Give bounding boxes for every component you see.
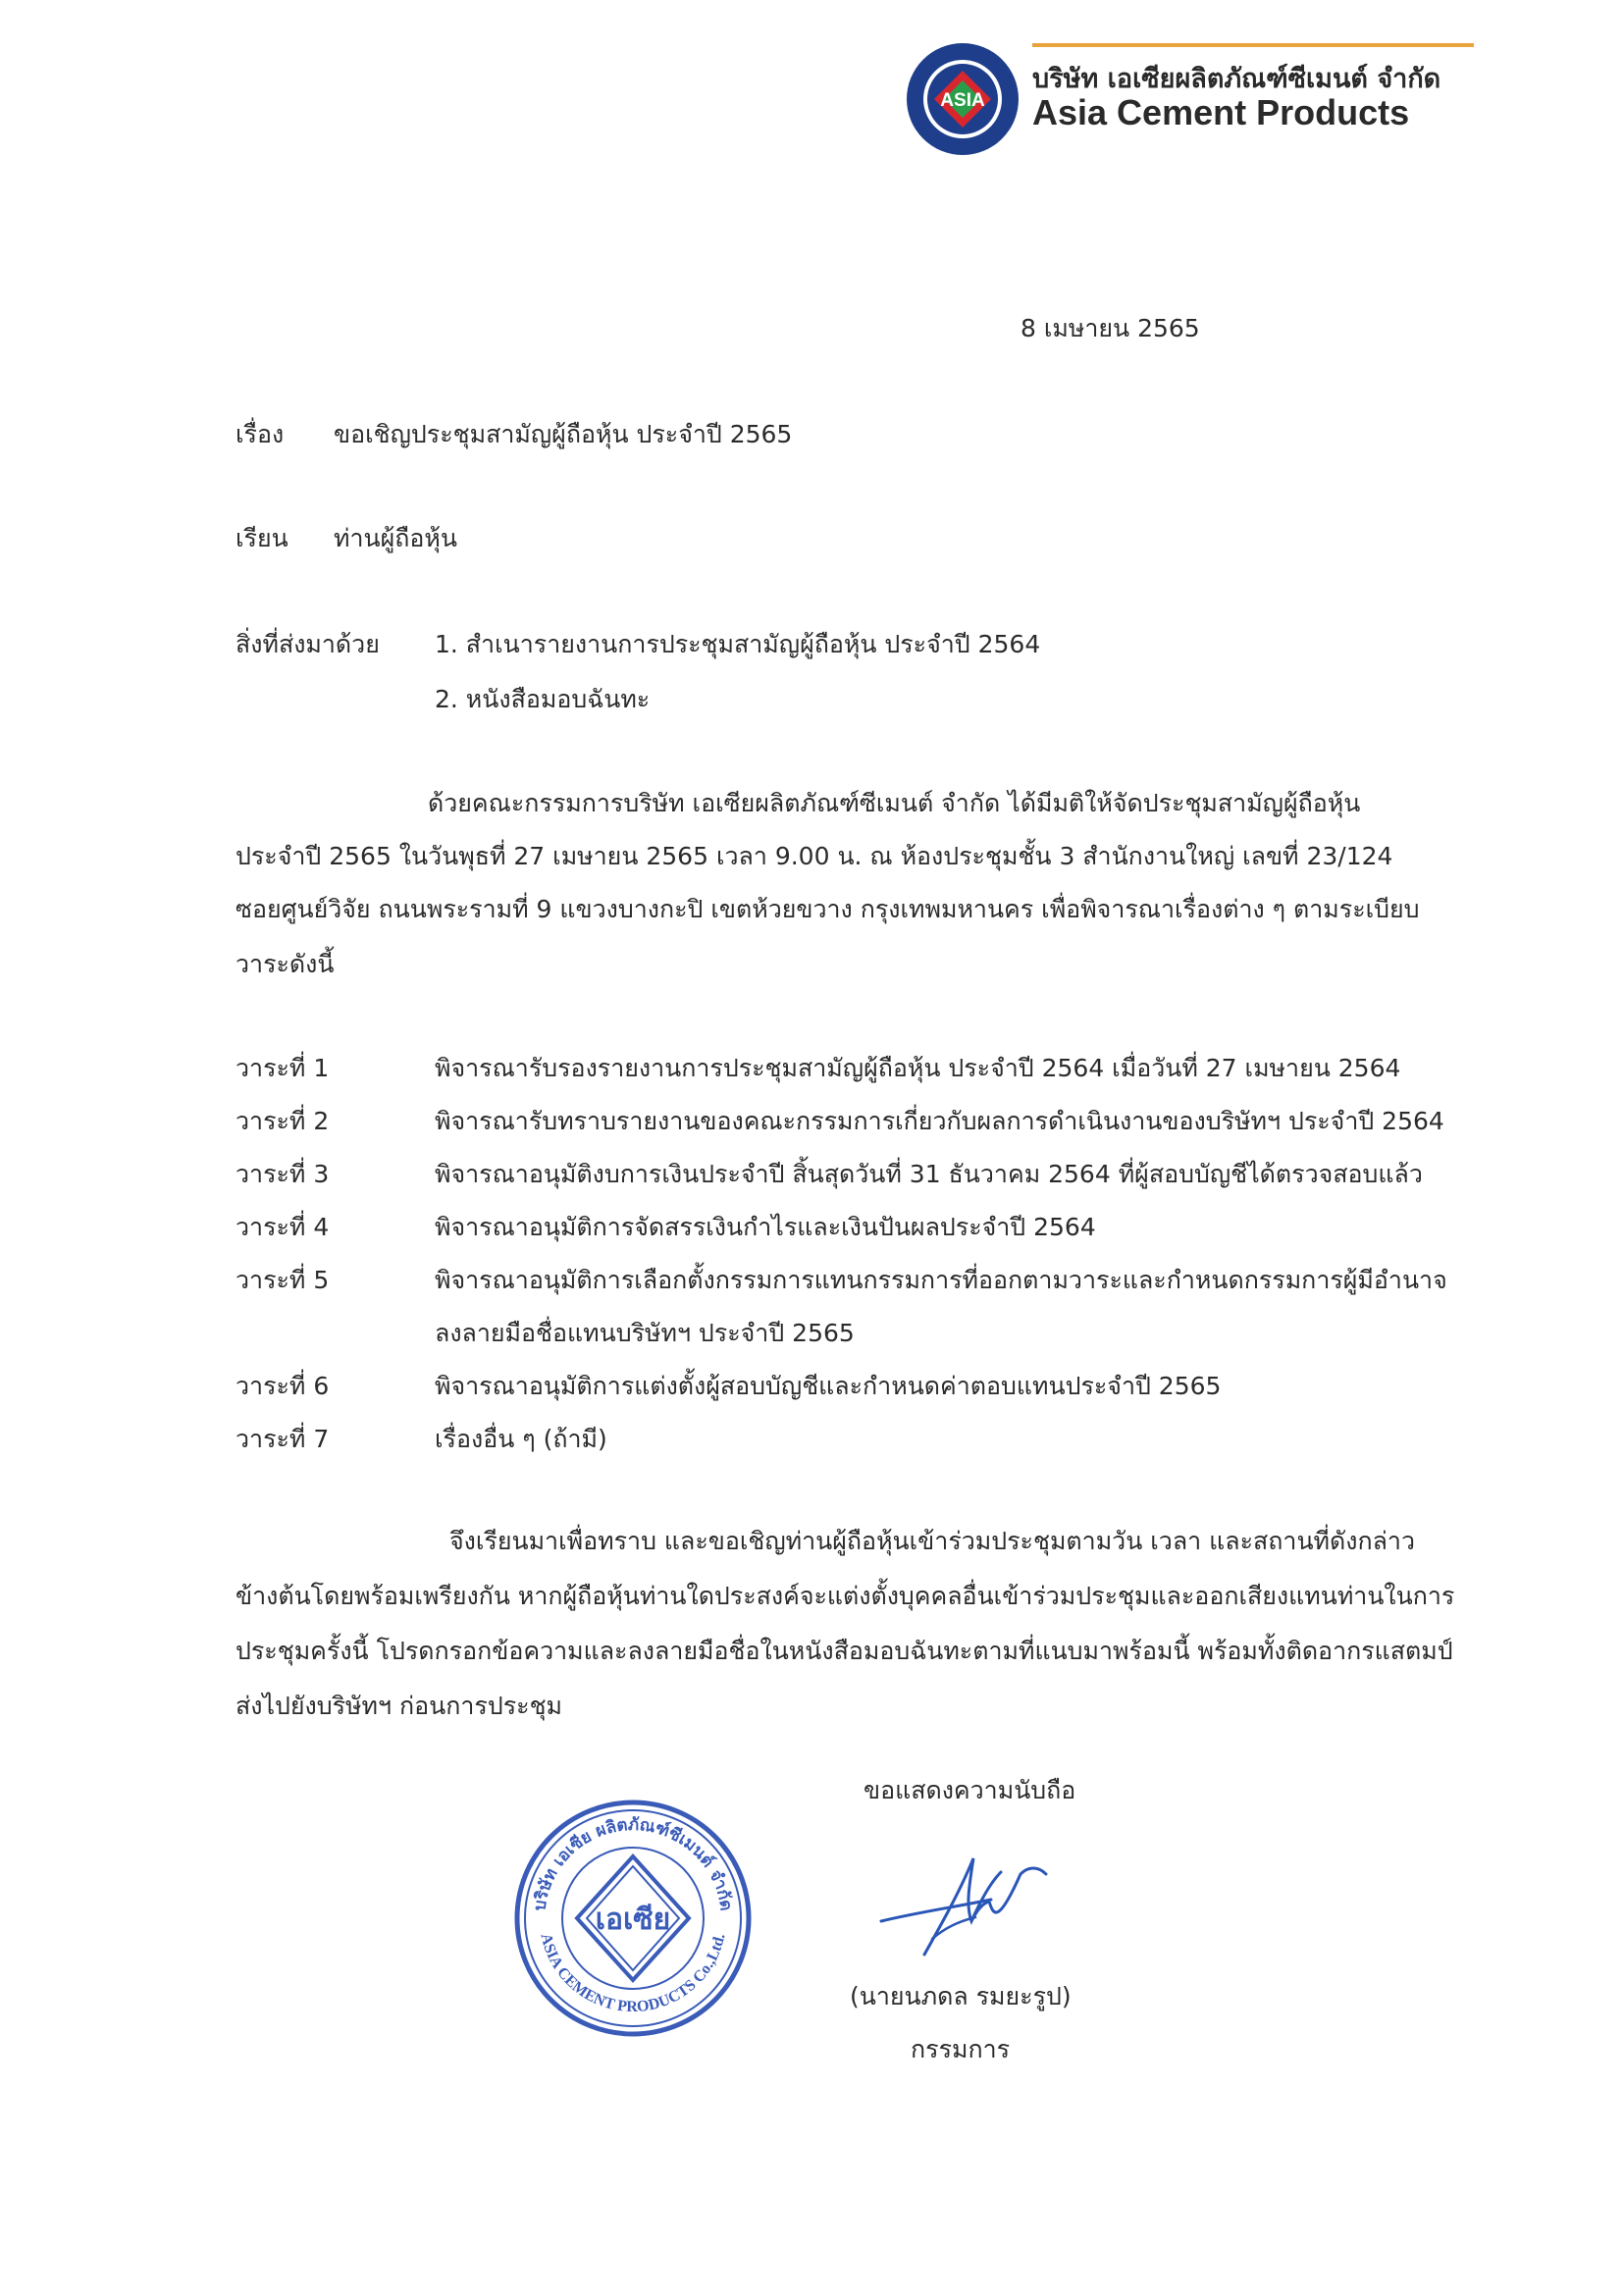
closing-salutation: ขอแสดงความนับถือ	[864, 1776, 1076, 1804]
company-name-english: Asia Cement Products	[1032, 92, 1410, 132]
agenda-text: พิจารณาอนุมัติการแต่งตั้งผู้สอบบัญชีและกำหนดค่าตอบแทนประจำปี 2565	[435, 1372, 1222, 1400]
company-logo	[905, 41, 1021, 157]
recipient-label: เรียน	[236, 524, 288, 552]
enclosures-label: สิ่งที่ส่งมาด้วย	[236, 630, 380, 658]
agenda-label: วาระที่ 4	[236, 1213, 330, 1241]
agenda-label: วาระที่ 3	[236, 1160, 330, 1188]
signer-position: กรรมการ	[911, 2035, 1011, 2063]
signer-name: (นายนภดล รมยะรูป)	[850, 1982, 1072, 2010]
letter-date: 8 เมษายน 2565	[1021, 314, 1200, 342]
intro-paragraph-line: ซอยศูนย์วิจัย ถนนพระรามที่ 9 แขวงบางกะปิ เขตห้วยขวาง กรุงเทพมหานคร เพื่อพิจารณาเรื่องต่าง ๆ ตามระเบียบ	[236, 895, 1420, 923]
agenda-text: เรื่องอื่น ๆ (ถ้ามี)	[435, 1425, 607, 1453]
agenda-label: วาระที่ 5	[236, 1266, 330, 1294]
header-rule	[1032, 43, 1474, 47]
seal-ring-text-top: บริษัท เอเซีย ผลิตภัณฑ์ซีเมนต์ จำกัด	[530, 1814, 736, 1912]
agenda-text: พิจารณารับรองรายงานการประชุมสามัญผู้ถือหุ้น ประจำปี 2564 เมื่อวันที่ 27 เมษายน 2564	[435, 1054, 1401, 1082]
subject-label: เรื่อง	[236, 420, 285, 448]
agenda-label: วาระที่ 1	[236, 1054, 330, 1082]
agenda-label: วาระที่ 7	[236, 1425, 330, 1453]
recipient-text: ท่านผู้ถือหุ้น	[334, 524, 457, 552]
intro-paragraph-line: ด้วยคณะกรรมการบริษัท เอเซียผลิตภัณฑ์ซีเมนต์ จำกัด ได้มีมติให้จัดประชุมสามัญผู้ถือหุ้น	[428, 789, 1361, 817]
subject-text: ขอเชิญประชุมสามัญผู้ถือหุ้น ประจำปี 2565	[334, 420, 793, 448]
handwritten-signature	[873, 1845, 1060, 1962]
agenda-label: วาระที่ 6	[236, 1372, 330, 1400]
enclosure-item: 2. หนังสือมอบฉันทะ	[435, 685, 651, 713]
closing-paragraph-line: ส่งไปยังบริษัทฯ ก่อนการประชุม	[236, 1692, 563, 1720]
closing-paragraph-line: ข้างต้นโดยพร้อมเพรียงกัน หากผู้ถือหุ้นท่านใดประสงค์จะแต่งตั้งบุคคลอื่นเข้าร่วมประชุมและออกเสียงแทนท่านในการ	[236, 1582, 1455, 1610]
closing-paragraph-line: ประชุมครั้งนี้ โปรดกรอกข้อความและลงลายมือชื่อในหนังสือมอบฉันทะตามที่แนบมาพร้อมนี้ พร้อมทั้งติดอากรแสตมป์	[236, 1637, 1453, 1665]
agenda-text-continued: ลงลายมือชื่อแทนบริษัทฯ ประจำปี 2565	[435, 1319, 855, 1347]
intro-paragraph-line: วาระดังนี้	[236, 950, 335, 978]
seal-center-text: เอเซีย	[595, 1903, 671, 1937]
seal-ring-text-bottom: ASIA CEMENT PRODUCTS Co.,Ltd.	[537, 1931, 729, 2016]
company-seal	[510, 1796, 756, 2041]
logo-text: ASIA	[940, 90, 985, 111]
enclosure-item: 1. สำเนารายงานการประชุมสามัญผู้ถือหุ้น ประจำปี 2564	[435, 630, 1041, 658]
agenda-text: พิจารณาอนุมัติงบการเงินประจำปี สิ้นสุดวันที่ 31 ธันวาคม 2564 ที่ผู้สอบบัญชีได้ตรวจสอบแล้ว	[435, 1160, 1423, 1188]
agenda-text: พิจารณาอนุมัติการจัดสรรเงินกำไรและเงินปันผลประจำปี 2564	[435, 1213, 1096, 1241]
agenda-label: วาระที่ 2	[236, 1107, 330, 1135]
closing-paragraph-line: จึงเรียนมาเพื่อทราบ และขอเชิญท่านผู้ถือหุ้นเข้าร่วมประชุมตามวัน เวลา และสถานที่ดังกล่าว	[449, 1527, 1415, 1555]
agenda-text: พิจารณาอนุมัติการเลือกตั้งกรรมการแทนกรรมการที่ออกตามวาระและกำหนดกรรมการผู้มีอำนาจ	[435, 1266, 1447, 1294]
agenda-text: พิจารณารับทราบรายงานของคณะกรรมการเกี่ยวกับผลการดำเนินงานของบริษัทฯ ประจำปี 2564	[435, 1107, 1444, 1135]
company-name-thai: บริษัท เอเซียผลิตภัณฑ์ซีเมนต์ จำกัด	[1032, 64, 1441, 94]
intro-paragraph-line: ประจำปี 2565 ในวันพุธที่ 27 เมษายน 2565 เวลา 9.00 น. ณ ห้องประชุมชั้น 3 สำนักงานใหญ่ เลขที่ 23/124	[236, 842, 1393, 870]
